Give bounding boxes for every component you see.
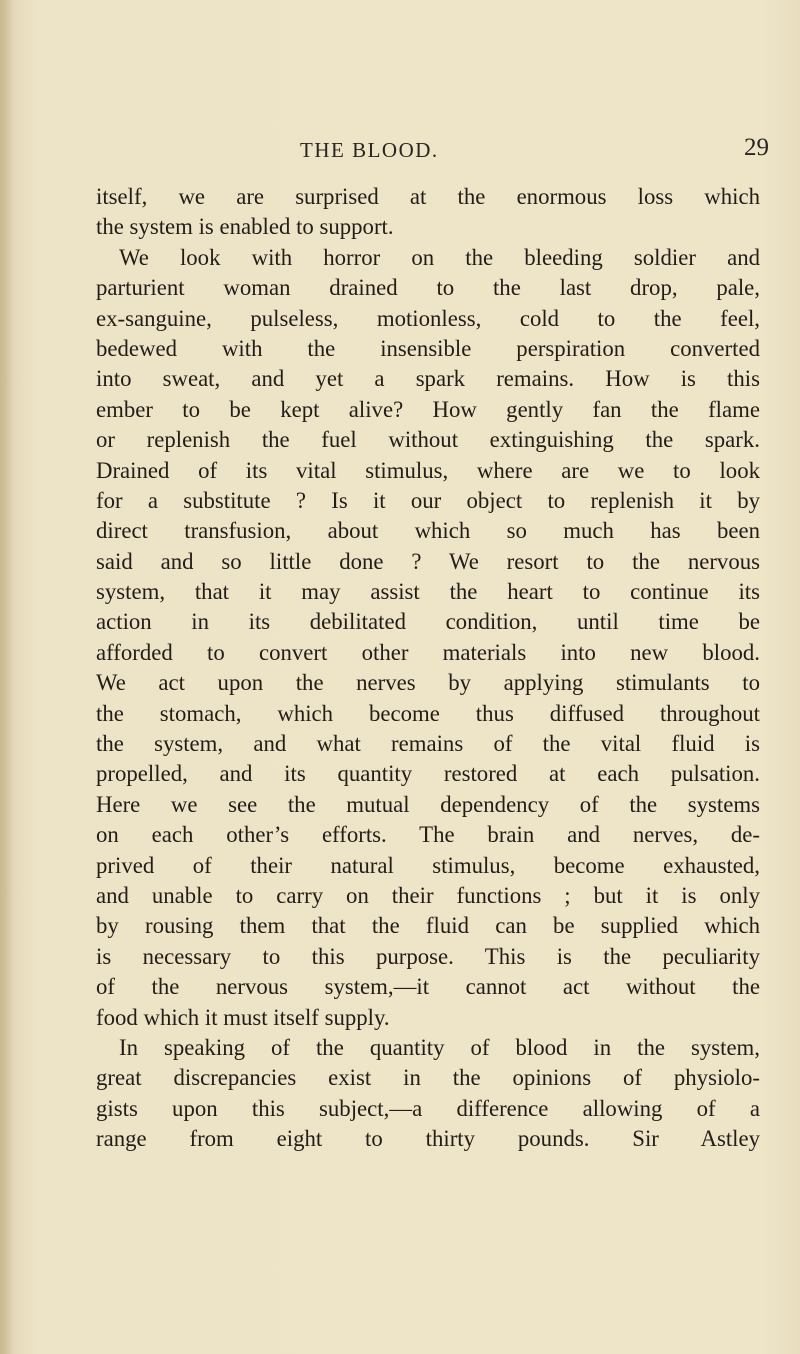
page-number: 29 (744, 134, 769, 161)
text-line: parturient woman drained to the last drop, pale, (96, 275, 760, 301)
text-line: by rousing them that the fluid can be supplied which (96, 913, 760, 939)
text-line: prived of their natural stimulus, become exhausted, (96, 852, 760, 878)
binding-gutter (0, 0, 14, 1354)
text-line: said and so little done ? We resort to the nervous (96, 548, 760, 574)
text-line: afforded to convert other materials into new blood. (96, 639, 760, 665)
text-line: Drained of its vital stimulus, where are we to look (96, 457, 760, 483)
text-line: propelled, and its quantity restored at each pulsation. (96, 761, 760, 787)
text-line: ex-sanguine, pulseless, motionless, cold to the feel, (96, 305, 760, 331)
text-line: gists upon this subject,—a difference allowing of a (96, 1095, 760, 1121)
text-line: Here we see the mutual dependency of the systems (96, 791, 760, 817)
text-line: for a substitute ? Is it our object to replenish it by (96, 487, 760, 513)
text-line: or replenish the fuel without extinguishing the spark. (96, 427, 760, 453)
text-line: direct transfusion, about which so much has been (96, 518, 760, 544)
body-text (96, 182, 760, 1155)
running-header (0, 130, 800, 170)
text-line: bedewed with the insensible perspiration converted (96, 335, 760, 361)
text-line: ember to be kept alive? How gently fan the flame (96, 396, 760, 422)
text-line: itself, we are surprised at the enormous loss which (96, 184, 760, 209)
text-line: In speaking of the quantity of blood in the system, (119, 1034, 760, 1060)
text-line: We look with horror on the bleeding soldier and (119, 244, 760, 270)
text-line: on each other’s efforts. The brain and nerves, de- (96, 822, 760, 848)
text-line: system, that it may assist the heart to continue its (96, 579, 760, 605)
text-line: the system is enabled to support. (96, 214, 394, 240)
text-line: action in its debilitated condition, until time be (96, 609, 760, 635)
text-line: food which it must itself supply. (96, 1004, 390, 1030)
text-line: and unable to carry on their functions ; but it is only (96, 882, 760, 908)
text-line: into sweat, and yet a spark remains. How is this (96, 366, 760, 392)
text-line: the system, and what remains of the vital fluid is (96, 731, 760, 757)
text-line: range from eight to thirty pounds. Sir Astley (96, 1126, 760, 1152)
text-line: We act upon the nerves by applying stimulants to (96, 670, 760, 696)
running-title: THE BLOOD. (300, 138, 439, 162)
text-line: is necessary to this purpose. This is the peculiarity (96, 943, 760, 969)
text-line: great discrepancies exist in the opinions of physiolo- (96, 1065, 760, 1091)
text-line: of the nervous system,—it cannot act without the (96, 974, 760, 1000)
text-line: the stomach, which become thus diffused throughout (96, 700, 760, 726)
